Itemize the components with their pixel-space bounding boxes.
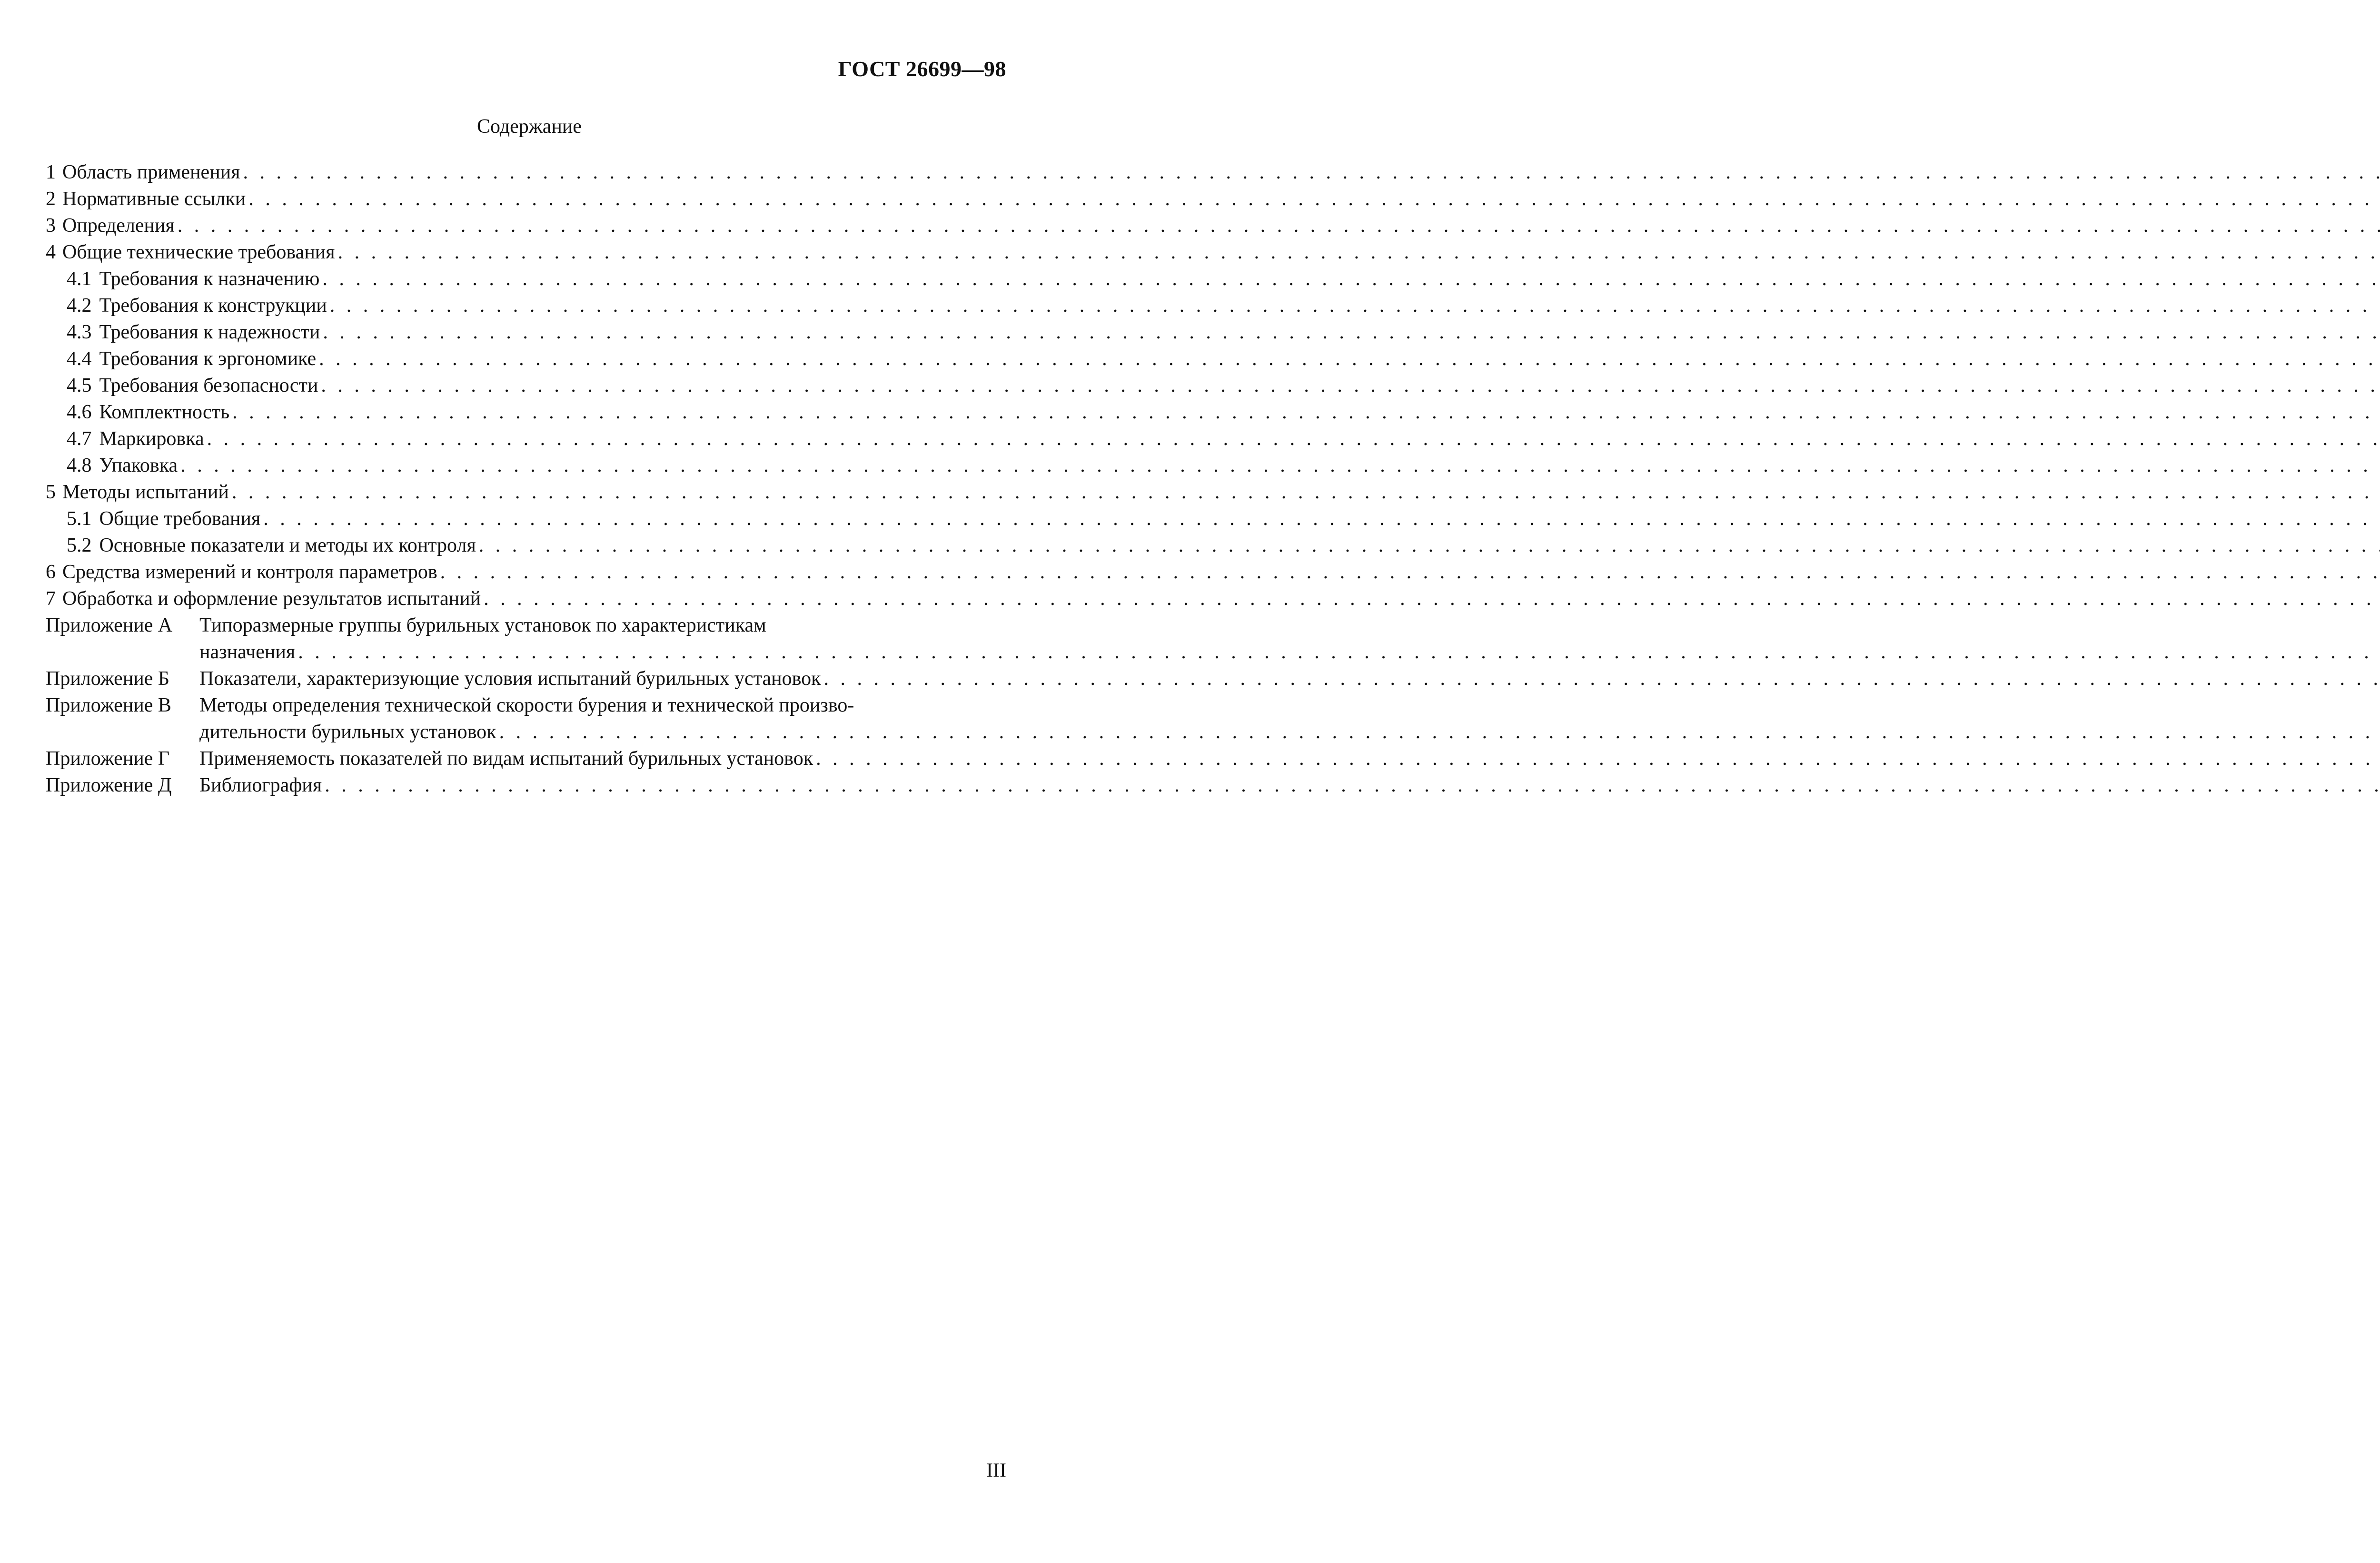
appendix-title-continued: назначения xyxy=(199,641,296,663)
appendix-title: Типоразмерные группы бурильных установок по характеристикам xyxy=(199,614,766,636)
dot-leader xyxy=(322,772,2380,799)
dot-leader xyxy=(178,452,2380,479)
toc-appendix-d[interactable] xyxy=(46,772,1006,799)
toc-entry-title: Требования к надежности xyxy=(99,321,320,343)
toc-entry-title: Требования к конструкции xyxy=(99,295,327,317)
toc-entry-number: 4 xyxy=(46,241,56,263)
toc-entry-number: 4.8 xyxy=(67,455,92,476)
toc-entry-2[interactable] xyxy=(46,186,1006,212)
toc-entry-number: 5.1 xyxy=(67,508,92,530)
toc-entry-5[interactable] xyxy=(46,479,1006,505)
toc-appendix-g[interactable] xyxy=(46,745,1006,772)
toc-entry-number: 5 xyxy=(46,481,56,503)
toc-entry-number: 4.1 xyxy=(67,268,92,290)
dot-leader xyxy=(821,665,2380,692)
toc-entry-number: 4.7 xyxy=(67,428,92,450)
toc-entry-title: Обработка и оформление результатов испытаний xyxy=(62,588,481,610)
appendix-title: Применяемость показателей по видам испытаний бурильных установок xyxy=(199,748,813,770)
toc-entry-title: Маркировка xyxy=(99,428,204,450)
dot-leader xyxy=(496,719,2380,745)
toc-entry-4-1[interactable] xyxy=(46,266,1006,292)
toc-entry-number: 4.2 xyxy=(67,295,92,317)
dot-leader xyxy=(260,505,2380,532)
toc-entry-6[interactable] xyxy=(46,559,1006,585)
toc-entry-title: Определения xyxy=(62,215,175,237)
toc-appendix-v-continued[interactable] xyxy=(46,719,1006,745)
appendix-label: Приложение Г xyxy=(46,748,170,770)
toc-appendix-b[interactable] xyxy=(46,665,1006,692)
toc-entry-title: Основные показатели и методы их контроля xyxy=(99,534,476,556)
dot-leader xyxy=(476,532,2380,559)
dot-leader xyxy=(229,479,2380,505)
dot-leader xyxy=(318,372,2380,399)
appendix-label: Приложение А xyxy=(46,614,173,636)
toc-entry-4-2[interactable] xyxy=(46,292,1006,319)
appendix-label: Приложение Б xyxy=(46,668,170,690)
toc-entry-title: Комплектность xyxy=(99,401,230,423)
dot-leader xyxy=(327,292,2380,319)
dot-leader xyxy=(240,159,2380,186)
toc-entry-4-7[interactable] xyxy=(46,425,1006,452)
dot-leader xyxy=(481,585,2380,612)
toc-entry-title: Требования к назначению xyxy=(99,268,320,290)
document-code: ГОСТ 26699—98 xyxy=(838,57,1006,81)
toc-entry-number: 6 xyxy=(46,561,56,583)
dot-leader xyxy=(319,266,2380,292)
toc-entry-4-8[interactable] xyxy=(46,452,1006,479)
dot-leader xyxy=(813,745,2380,772)
appendix-label: Приложение Д xyxy=(46,774,172,796)
toc-entry-number: 4.5 xyxy=(67,375,92,396)
toc-entry-1[interactable] xyxy=(46,159,1006,186)
toc-appendix-v[interactable] xyxy=(46,692,1006,719)
toc-appendix-a-continued[interactable] xyxy=(46,639,1006,665)
toc-entry-4-5[interactable] xyxy=(46,372,1006,399)
toc-entry-number: 1 xyxy=(46,161,56,183)
toc-entry-number: 4.4 xyxy=(67,348,92,370)
toc-entry-7[interactable] xyxy=(46,585,1006,612)
appendix-label: Приложение В xyxy=(46,694,171,716)
dot-leader xyxy=(204,425,2380,452)
toc-entry-number: 4.6 xyxy=(67,401,92,423)
toc-entry-5-1[interactable] xyxy=(46,505,1006,532)
toc-entry-5-2[interactable] xyxy=(46,532,1006,559)
toc-entry-title: Область применения xyxy=(62,161,240,183)
page-number: III xyxy=(986,1460,1006,1482)
toc-entry-4-6[interactable] xyxy=(46,399,1006,425)
toc-entry-number: 5.2 xyxy=(67,534,92,556)
dot-leader xyxy=(295,639,2380,665)
toc-entry-number: 7 xyxy=(46,588,56,610)
toc-entry-3[interactable] xyxy=(46,212,1006,239)
dot-leader xyxy=(316,346,2380,372)
dot-leader xyxy=(229,399,2380,425)
toc-entry-title: Общие требования xyxy=(99,508,261,530)
toc-entry-title: Требования к эргономике xyxy=(99,348,317,370)
toc-appendix-a[interactable] xyxy=(46,612,1006,639)
toc-entry-4-4[interactable] xyxy=(46,346,1006,372)
dot-leader xyxy=(246,186,2380,212)
toc-entry-title: Упаковка xyxy=(99,455,178,476)
dot-leader xyxy=(175,212,2380,239)
dot-leader xyxy=(437,559,2380,585)
appendix-title: Показатели, характеризующие условия испытаний бурильных установок xyxy=(199,668,821,690)
toc-entry-title: Требования безопасности xyxy=(99,375,318,396)
toc-title: Содержание xyxy=(476,116,582,138)
toc-entry-number: 3 xyxy=(46,215,56,237)
toc-entry-title: Общие технические требования xyxy=(62,241,335,263)
dot-leader xyxy=(335,239,2380,266)
toc-entry-title: Нормативные ссылки xyxy=(62,188,246,210)
toc-entry-4-3[interactable] xyxy=(46,319,1006,346)
toc-entry-4[interactable] xyxy=(46,239,1006,266)
appendix-title: Библиография xyxy=(199,774,322,796)
toc-entry-title: Средства измерений и контроля параметров xyxy=(62,561,437,583)
toc-entry-number: 4.3 xyxy=(67,321,92,343)
toc-entry-title: Методы испытаний xyxy=(62,481,229,503)
toc-entry-number: 2 xyxy=(46,188,56,210)
appendix-title: Методы определения технической скорости бурения и технической произво- xyxy=(199,694,854,716)
table-of-contents xyxy=(46,159,1006,799)
dot-leader xyxy=(320,319,2380,346)
appendix-title-continued: дительности бурильных установок xyxy=(199,721,496,743)
